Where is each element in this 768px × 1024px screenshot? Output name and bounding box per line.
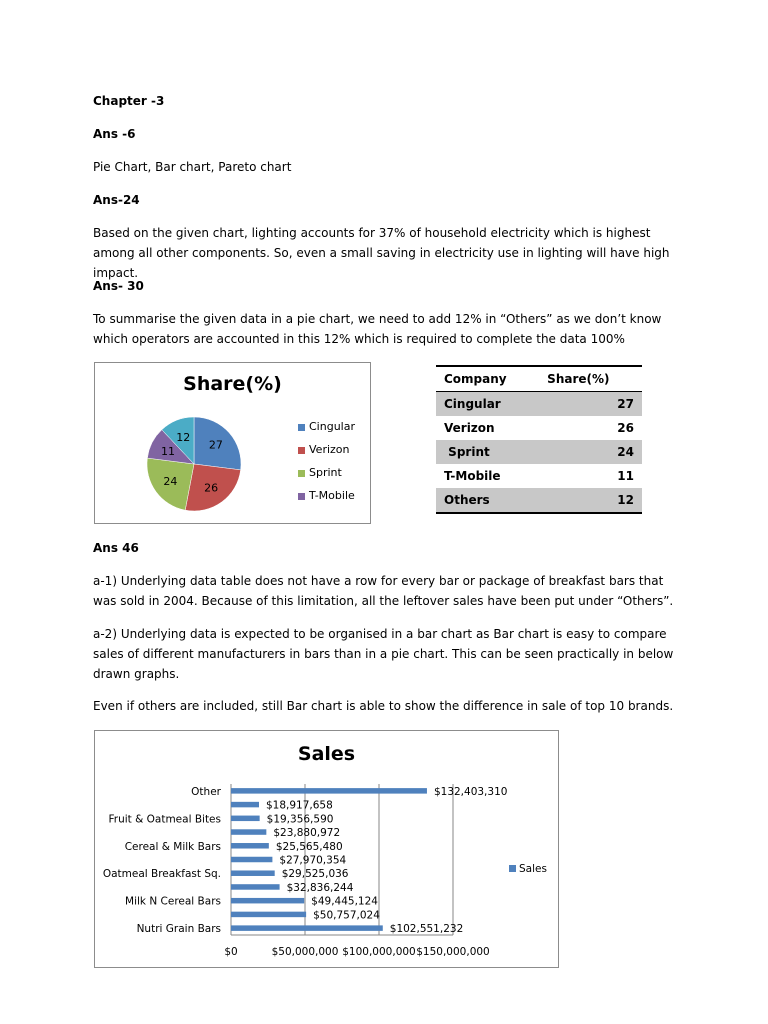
- bar: [231, 857, 272, 863]
- pie-data-label: 24: [163, 475, 178, 489]
- table-cell-company: T-Mobile: [444, 469, 501, 483]
- legend-label: Verizon: [309, 443, 350, 456]
- bar: [231, 843, 269, 849]
- x-tick-label: $150,000,000: [416, 946, 490, 958]
- bar-chart: [95, 731, 558, 967]
- ans24-heading: Ans-24: [93, 193, 140, 207]
- table-row: [436, 464, 642, 488]
- bar: [231, 870, 275, 876]
- bar-chart-title: Sales: [297, 743, 356, 765]
- legend-swatch: [298, 470, 305, 477]
- category-label: Cereal & Milk Bars: [124, 840, 221, 853]
- bar-data-label: $49,445,124: [311, 895, 378, 908]
- pie-legend-item: [298, 489, 355, 502]
- category-label: Milk N Cereal Bars: [125, 895, 221, 908]
- chapter-heading: Chapter -3: [93, 94, 165, 108]
- category-label: Other: [191, 785, 221, 798]
- pie-legend-item: [298, 420, 355, 433]
- table-cell-company: Verizon: [444, 421, 495, 435]
- bar: [231, 884, 280, 890]
- ans24-text: Based on the given chart, lighting accounts for 37% of household electricity which is highest among all other components. So, even a small saving in electricity use in lighting will have high impact.: [93, 226, 670, 280]
- table-cell-company: Cingular: [436, 392, 539, 417]
- ans46-heading: Ans 46: [93, 541, 139, 555]
- bar-data-label: $18,917,658: [265, 799, 333, 812]
- legend-swatch: [298, 447, 305, 454]
- pie-legend-item: [298, 443, 350, 456]
- table-cell-share: 11: [617, 469, 634, 483]
- bar: [231, 898, 304, 904]
- pie-legend-item: [298, 466, 342, 479]
- pie-data-label: 12: [176, 430, 191, 444]
- table-cell-share: 24: [539, 440, 642, 464]
- bar: [231, 802, 259, 808]
- ans30-heading: Ans- 30: [93, 279, 144, 293]
- table-cell-share: 26: [617, 421, 634, 435]
- bar: [231, 912, 306, 918]
- table-header-company: Company: [436, 366, 539, 392]
- pie-data-label: 27: [208, 438, 223, 452]
- ans30-text: To summarise the given data in a pie chart, we need to add 12% in “Others” as we don’t know which operators are accounted in this 12% which is required to complete the data 100%: [93, 312, 662, 346]
- pie-chart-title: Share(%): [183, 373, 282, 395]
- table-header-share: Share(%): [539, 366, 642, 392]
- pie-chart-frame: [94, 362, 371, 524]
- share-table: [436, 365, 642, 514]
- ans6-heading: Ans -6: [93, 127, 136, 141]
- table-row: [436, 392, 642, 417]
- bar-data-label: $102,551,232: [389, 923, 464, 936]
- bar-data-label: $19,356,590: [266, 813, 334, 826]
- table-row: [436, 440, 642, 464]
- legend-swatch: [298, 493, 305, 500]
- legend-label: Sales: [519, 863, 547, 875]
- a1-text: a-1) Underlying data table does not have a row for every bar or package of breakfast bars that was sold in 2004. Because of this limitation, all the leftover sales have been put under “Others”.: [93, 574, 674, 608]
- legend-label: Sprint: [309, 466, 342, 479]
- legend-swatch: [298, 424, 305, 431]
- bar: [231, 829, 266, 835]
- category-label: Nutri Grain Bars: [136, 923, 221, 936]
- bar-data-label: $27,970,354: [279, 854, 347, 867]
- legend-label: Cingular: [309, 420, 355, 433]
- x-tick-label: $0: [224, 946, 238, 958]
- bar-data-label: $50,757,024: [313, 909, 380, 922]
- bar-data-label: $132,403,310: [433, 785, 508, 798]
- bar: [231, 925, 383, 931]
- table-cell-company: Sprint: [436, 440, 539, 464]
- table-cell-company: Others: [436, 488, 539, 513]
- bar-data-label: $25,565,480: [275, 840, 343, 853]
- bar-data-label: $29,525,036: [281, 868, 349, 881]
- table-row: [436, 416, 642, 440]
- category-label: Oatmeal Breakfast Sq.: [102, 868, 221, 881]
- bar-data-label: $32,836,244: [286, 881, 354, 894]
- bar: [231, 788, 427, 794]
- bar: [231, 816, 260, 822]
- legend-swatch: [509, 865, 516, 872]
- category-label: Fruit & Oatmeal Bites: [108, 813, 221, 826]
- x-tick-label: $100,000,000: [342, 946, 416, 958]
- legend-label: T-Mobile: [309, 489, 355, 502]
- ans6-text: Pie Chart, Bar chart, Pareto chart: [93, 160, 292, 174]
- table-cell-share: 27: [539, 392, 642, 417]
- even-text: Even if others are included, still Bar chart is able to show the difference in sale of top 10 brands.: [93, 699, 674, 713]
- table-cell-share: 12: [539, 488, 642, 513]
- table-row: [436, 488, 642, 513]
- x-tick-label: $50,000,000: [271, 946, 339, 958]
- pie-data-label: 11: [161, 444, 176, 458]
- pie-data-label: 26: [204, 481, 219, 495]
- bar-data-label: $23,880,972: [273, 827, 341, 840]
- a2-text: a-2) Underlying data is expected to be organised in a bar chart as Bar chart is easy to compare sales of different manufacturers in bars than in a pie chart. This can be seen practically in below drawn graphs.: [93, 627, 674, 681]
- bar-chart-frame: [94, 730, 559, 968]
